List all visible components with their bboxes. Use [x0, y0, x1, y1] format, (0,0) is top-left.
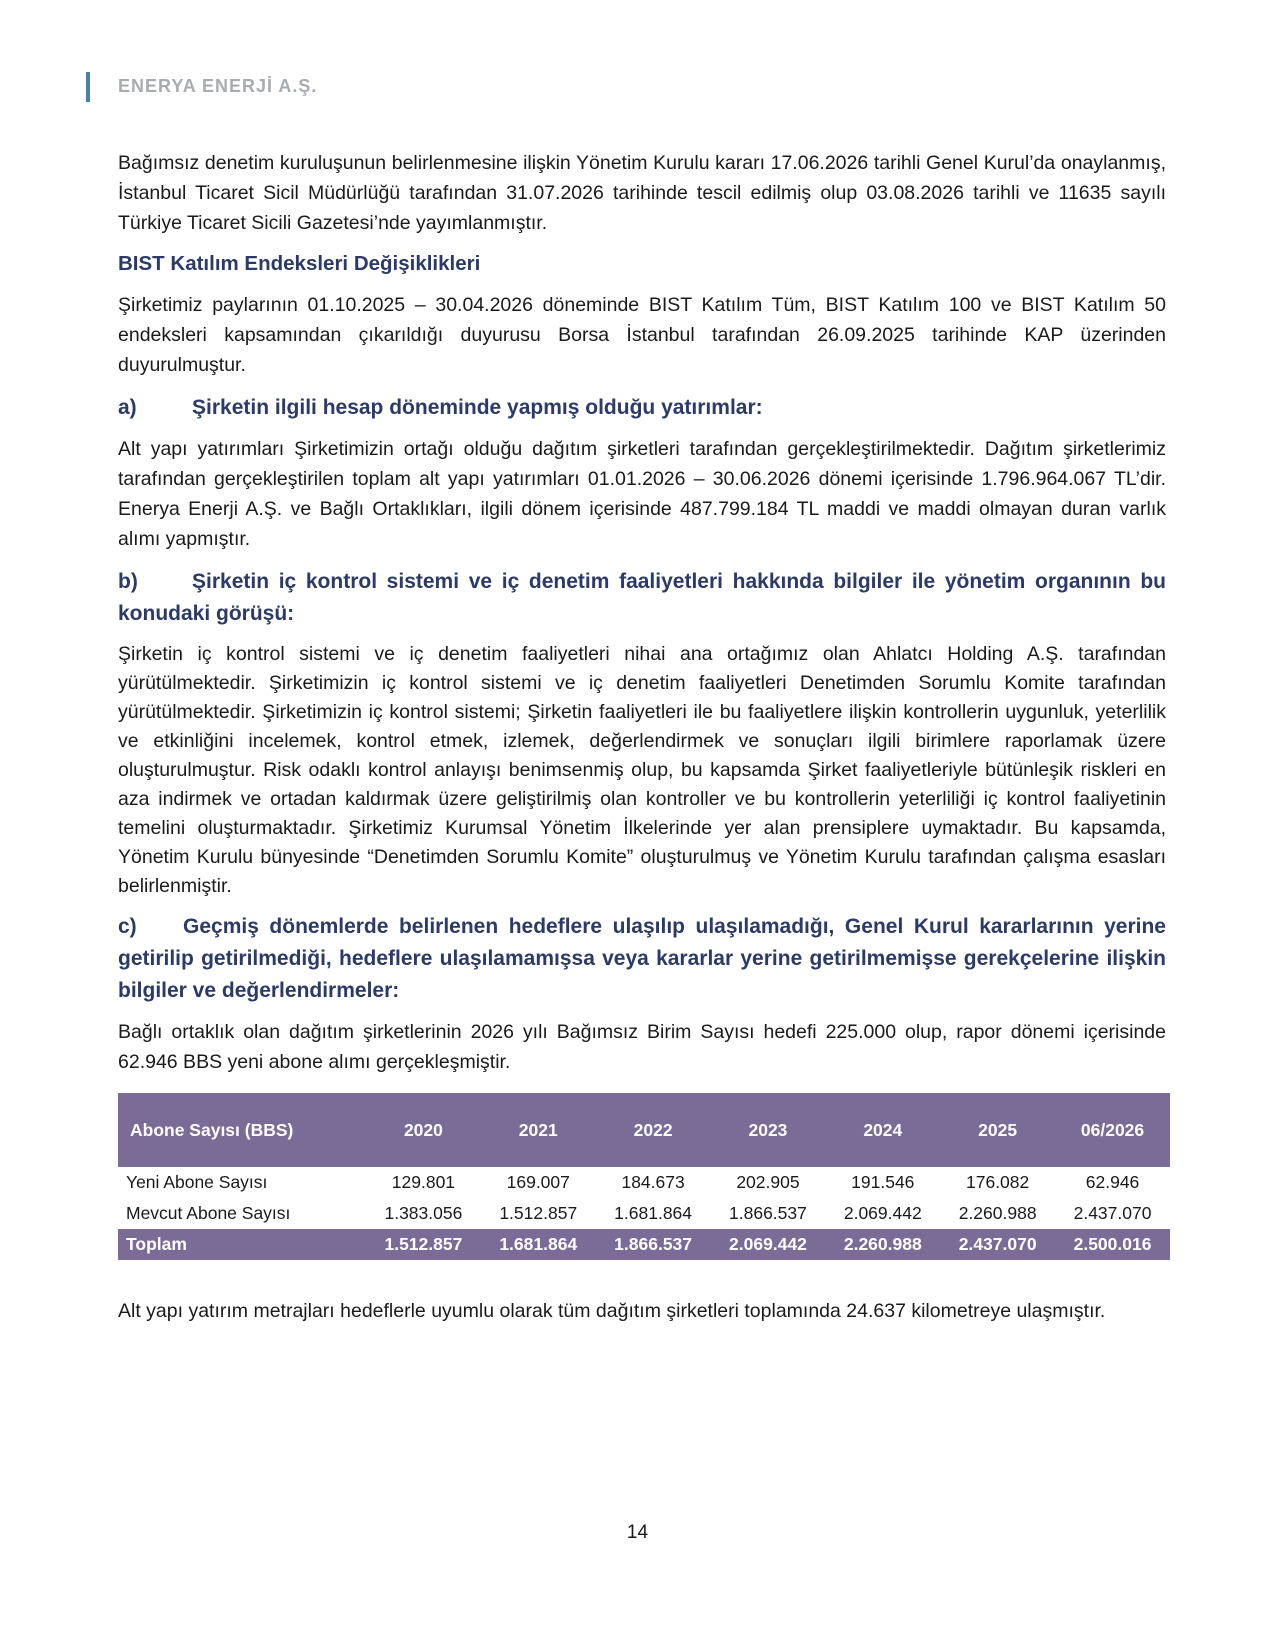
table-cell: 1.866.537 [614, 1234, 693, 1254]
section-b-label: b) [118, 570, 138, 593]
table-cell: 1.681.864 [614, 1203, 693, 1223]
table-cell: 1.512.857 [499, 1203, 578, 1223]
table-cell: Toplam [126, 1234, 187, 1254]
paragraph-audit-firm: Bağımsız denetim kuruluşunun belirlenmesine ilişkin Yönetim Kurulu kararı 17.06.2026 tarihli Genel Kurul’da onaylanmış, İstanbul Ticaret Sicil Müdürlüğü tarafından 31.07.2026 tarihinde tescil edilmiş olup 03.08.2026 tarihli ve 11635 sayılı Türkiye Ticaret Sicili Gazetesi’nde yayımlanmıştır. [118, 152, 1166, 234]
paragraph-infrastructure: Alt yapı yatırım metrajları hedeflerle uyumlu olarak tüm dağıtım şirketleri toplamında 24.637 kilometreye ulaşmıştır. [118, 1300, 1106, 1322]
table-header-cell: 2025 [978, 1119, 1018, 1140]
subscriber-table [118, 1093, 1170, 1260]
table-cell: Mevcut Abone Sayısı [126, 1203, 291, 1223]
table-header-row [118, 1093, 1170, 1167]
table-cell: 202.905 [736, 1172, 800, 1192]
section-c-title: Geçmiş dönemlerde belirlenen hedeflere ulaşılıp ulaşılamadığı, Genel Kurul kararlarının yerine getirilip getirilmediği, hedeflere ulaşılamamışsa veya kararlar yerine getirilmemişse gerekçelerine ilişkin bilgiler ve değerlendirmeler: [118, 915, 1166, 1002]
table-cell: 1.512.857 [384, 1234, 463, 1254]
table-cell: 191.546 [851, 1172, 915, 1192]
table-cell: 184.673 [621, 1172, 685, 1192]
table-header-cell: 2020 [403, 1119, 443, 1140]
table-cell: 1.866.537 [729, 1203, 807, 1223]
section-c-label: c) [118, 915, 137, 938]
table-cell: 129.801 [391, 1172, 456, 1192]
table-header-cell: Abone Sayısı (BBS) [130, 1119, 294, 1140]
paragraph-investments: Alt yapı yatırımları Şirketimizin ortağı olduğu dağıtım şirketleri tarafından gerçekleştirilmektedir. Dağıtım şirketlerimiz tarafından gerçekleştirilen toplam alt yapı yatırımları 01.01.2026 – 30.06.2026 dönemi içerisinde 1.796.964.067 TL’dir. Enerya Enerji A.Ş. ve Bağlı Ortaklıkları, ilgili dönem içerisinde 487.799.184 TL maddi ve maddi olmayan duran varlık alımı yapmıştır. [118, 438, 1166, 550]
company-header: ENERYA ENERJİ A.Ş. [118, 76, 318, 96]
header-accent-bar [86, 72, 90, 102]
page-number: 14 [626, 1522, 649, 1543]
table-header-cell: 2024 [863, 1119, 903, 1140]
table-header-cell: 06/2026 [1080, 1119, 1145, 1140]
table-cell: Yeni Abone Sayısı [126, 1172, 268, 1192]
table-cell: 2.069.442 [729, 1234, 807, 1254]
table-cell: 2.437.070 [1073, 1203, 1152, 1223]
table-cell: 2.069.442 [843, 1203, 922, 1223]
table-cell: 2.437.070 [958, 1234, 1037, 1254]
table-header-cell: 2022 [633, 1119, 673, 1140]
table-cell: 62.946 [1085, 1172, 1140, 1192]
table-cell: 2.260.988 [958, 1203, 1037, 1223]
table-row [118, 1198, 1170, 1229]
table-cell: 1.681.864 [499, 1234, 578, 1254]
table-header-cell: 2021 [518, 1119, 558, 1140]
paragraph-internal-control: Şirketin iç kontrol sistemi ve iç denetim faaliyetleri nihai ana ortağımız olan Ahlatcı Holding A.Ş. tarafından yürütülmektedir. Şirketimizin iç kontrol sistemi ve iç denetim faaliyetleri Denetimden Sorumlu Komite tarafından yürütülmektedir. Şirketimizin iç kontrol sistemi; Şirketin faaliyetleri ile bu faaliyetlere ilişkin kontrollerin uygunluk, yeterlilik ve etkinliğini incelemek, kontrol etmek, izlemek, değerlendirmek ve sonuçları ilgili birimlere raporlamak üzere oluşturulmuştur. Risk odaklı kontrol anlayışı benimsenmiş olup, bu kapsamda Şirket faaliyetleriyle bütünleşik riskleri en aza indirmek ve ortadan kaldırmak üzere geliştirilmiş olan kontroller ve bu kontrollerin yeterliliği iç kontrol faaliyetinin temelini oluşturmaktadır. Şirketimiz Kurumsal Yönetim İlkelerinde yer alan prensiplere uymaktadır. Bu kapsamda, Yönetim Kurulu bünyesinde “Denetimden Sorumlu Komite” oluşturulmuş ve Yönetim Kurulu tarafından çalışma esasları belirlenmiştir. [118, 643, 1166, 897]
bist-heading: BIST Katılım Endeksleri Değişiklikleri [118, 252, 481, 275]
section-c-heading [118, 911, 1166, 1007]
table-total-row [118, 1229, 1170, 1260]
section-b-title: Şirketin iç kontrol sistemi ve iç denetim faaliyetleri hakkında bilgiler ile yönetim organının bu konudaki görüşü: [118, 570, 1166, 625]
paragraph-bist: Şirketimiz paylarının 01.10.2025 – 30.04.2026 döneminde BIST Katılım Tüm, BIST Katılım 100 ve BIST Katılım 50 endeksleri kapsamından çıkarıldığı duyurusu Borsa İstanbul tarafından 26.09.2025 tarihinde KAP üzerinden duyurulmuştur. [118, 294, 1166, 376]
page-content [118, 148, 1166, 1326]
table-cell: 169.007 [506, 1172, 570, 1192]
table-cell: 2.260.988 [843, 1234, 922, 1254]
section-b-heading [118, 566, 1166, 630]
table-cell: 2.500.016 [1073, 1234, 1152, 1254]
section-a-heading [118, 392, 1166, 424]
table-row [118, 1167, 1170, 1198]
table-header-cell: 2023 [748, 1119, 788, 1140]
section-a-label: a) [118, 396, 137, 419]
paragraph-targets: Bağlı ortaklık olan dağıtım şirketlerinin 2026 yılı Bağımsız Birim Sayısı hedefi 225.000 olup, rapor dönemi içerisinde 62.946 BBS yeni abone alımı gerçekleşmiştir. [118, 1021, 1166, 1073]
section-a-title: Şirketin ilgili hesap döneminde yapmış olduğu yatırımlar: [192, 396, 763, 419]
table-cell: 176.082 [966, 1172, 1030, 1192]
table-cell: 1.383.056 [384, 1203, 463, 1223]
